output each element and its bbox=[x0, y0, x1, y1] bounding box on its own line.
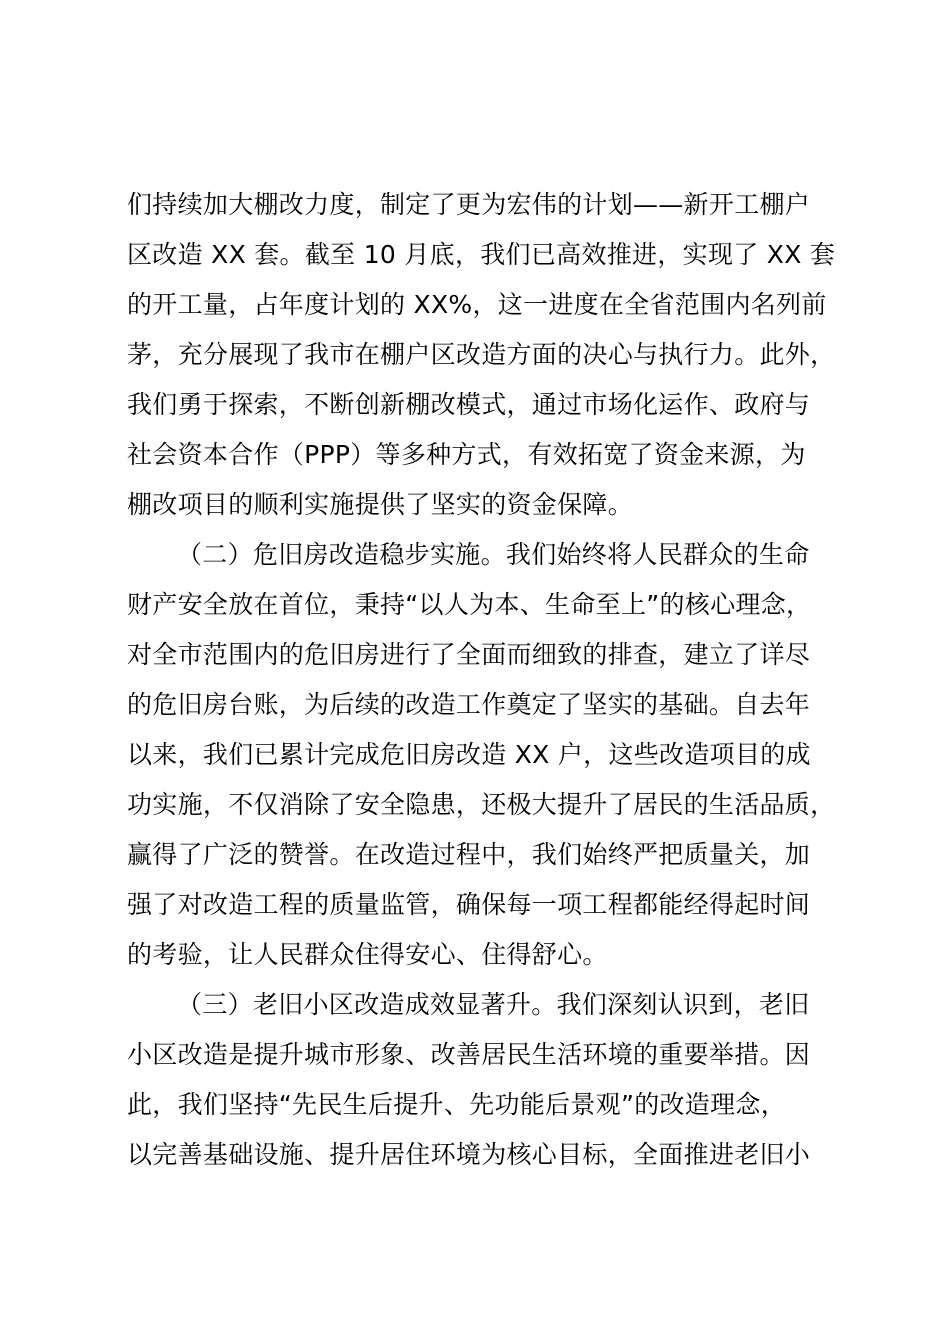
text-line: 的考验，让人民群众住得安心、住得舒心。 bbox=[127, 940, 608, 969]
text-line: 财产安全放在首位，秉持“以人为本、生命至上”的核心理念， bbox=[127, 590, 812, 619]
text-line: 的开工量，占年度计划的 XX%，这一进度在全省范围内名列前 bbox=[127, 290, 827, 319]
text-line: 区改造 XX 套。截至 10 月底，我们已高效推进，实现了 XX 套 bbox=[127, 240, 836, 269]
text-line: 此，我们坚持“先民生后提升、先功能后景观”的改造理念， bbox=[127, 1090, 787, 1119]
text-line: 小区改造是提升城市形象、改善居民生活环境的重要举措。因 bbox=[127, 1040, 811, 1069]
text-line: 功实施，不仅消除了安全隐患，还极大提升了居民的生活品质， bbox=[127, 790, 836, 819]
text-line: 棚改项目的顺利实施提供了坚实的资金保障。 bbox=[127, 490, 634, 519]
text-line: 对全市范围内的危旧房进行了全面而细致的排查，建立了详尽 bbox=[127, 640, 811, 669]
text-line: 茅，充分展现了我市在棚户区改造方面的决心与执行力。此外， bbox=[127, 340, 836, 369]
text-line: 社会资本合作（PPP）等多种方式，有效拓宽了资金来源，为 bbox=[127, 440, 806, 469]
text-line: 以来，我们已累计完成危旧房改造 XX 户，这些改造项目的成 bbox=[127, 740, 811, 769]
text-line: 我们勇于探索，不断创新棚改模式，通过市场化运作、政府与 bbox=[127, 390, 811, 419]
text-line: 强了对改造工程的质量监管，确保每一项工程都能经得起时间 bbox=[127, 890, 811, 919]
text-line: 的危旧房台账，为后续的改造工作奠定了坚实的基础。自去年 bbox=[127, 690, 811, 719]
text-line: 们持续加大棚改力度，制定了更为宏伟的计划——新开工棚户 bbox=[127, 190, 811, 219]
text-line: 赢得了广泛的赞誉。在改造过程中，我们始终严把质量关，加 bbox=[127, 840, 811, 869]
section-heading-line: （三）老旧小区改造成效显著升。我们深刻认识到，老旧 bbox=[177, 990, 810, 1019]
text-line: 以完善基础设施、提升居住环境为核心目标，全面推进老旧小 bbox=[127, 1140, 811, 1169]
section-heading-line: （二）危旧房改造稳步实施。我们始终将人民群众的生命 bbox=[177, 540, 810, 569]
